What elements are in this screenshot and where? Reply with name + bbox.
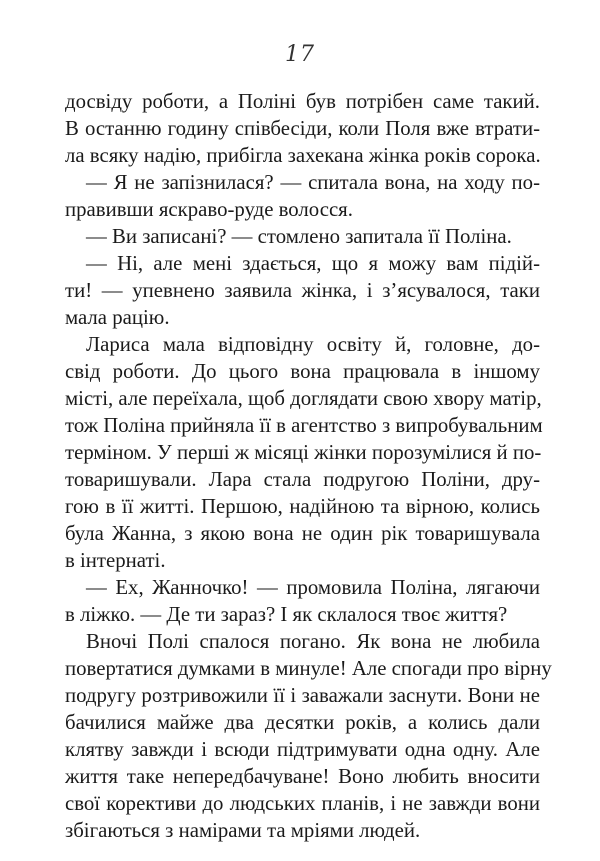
text-line: в ліжко. — Де ти зараз? І як склалося твоє життя? — [65, 603, 508, 626]
text-line: правивши яскраво-руде волосся. — [65, 198, 353, 221]
text-line: в інтернаті. — [65, 549, 166, 572]
text-line: життя таке непередбачуване! Воно любить вносити — [65, 765, 540, 788]
text-line: — Ех, Жанночко! — промовила Поліна, лягаючи — [86, 576, 540, 599]
text-line: — Ні, але мені здається, що я можу вам підій- — [86, 252, 540, 275]
text-line: терміном. У перші ж місяці жінки порозумілися й по- — [65, 441, 542, 464]
body-text — [65, 88, 552, 844]
text-line: товаришували. Лара стала подругою Поліни, дру- — [65, 468, 540, 491]
text-line: ти! — упевнено заявила жінка, і з’ясувалося, таки — [65, 279, 540, 302]
text-line: свід роботи. До цього вона працювала в іншому — [65, 360, 540, 383]
text-line: клятву завжди і всюди підтримувати одна одну. Але — [65, 738, 540, 761]
text-line: — Ви записані? — стомлено запитала її Поліна. — [86, 225, 512, 248]
text-line: — Я не запізнилася? — спитала вона, на ходу по- — [86, 171, 540, 194]
text-line: мала рацію. — [65, 306, 170, 329]
text-line: гою в її житті. Першою, надійною та вірною, колись — [65, 495, 540, 518]
text-line: Вночі Полі спалося погано. Як вона не любила — [86, 630, 540, 653]
text-line: повертатися думками в минуле! Але спогади про вірну — [65, 657, 552, 680]
text-line: була Жанна, з якою вона не один рік товаришувала — [65, 522, 540, 545]
text-line: ла всяку надію, прибігла захекана жінка років сорока. — [65, 144, 541, 167]
text-line: свої корективи до людських планів, і не завжди вони — [65, 792, 540, 815]
text-line: В останню годину співбесіди, коли Поля вже втрати- — [65, 117, 540, 140]
text-line: досвіду роботи, а Поліні був потрібен саме такий. — [65, 90, 540, 113]
text-line: місті, але переїхала, щоб доглядати свою хвору матір, — [65, 387, 542, 410]
text-line: збігаються з намірами та мріями людей. — [65, 819, 421, 842]
page-number: 17 — [285, 42, 315, 67]
text-line: Лариса мала відповідну освіту й, головне, до- — [86, 333, 540, 356]
text-line: подругу розтривожили її і заважали заснути. Вони не — [65, 684, 540, 707]
text-line: бачилися майже два десятки років, а колись дали — [65, 711, 540, 734]
text-line: тож Поліна прийняла її в агентство з випробувальним — [65, 414, 543, 437]
